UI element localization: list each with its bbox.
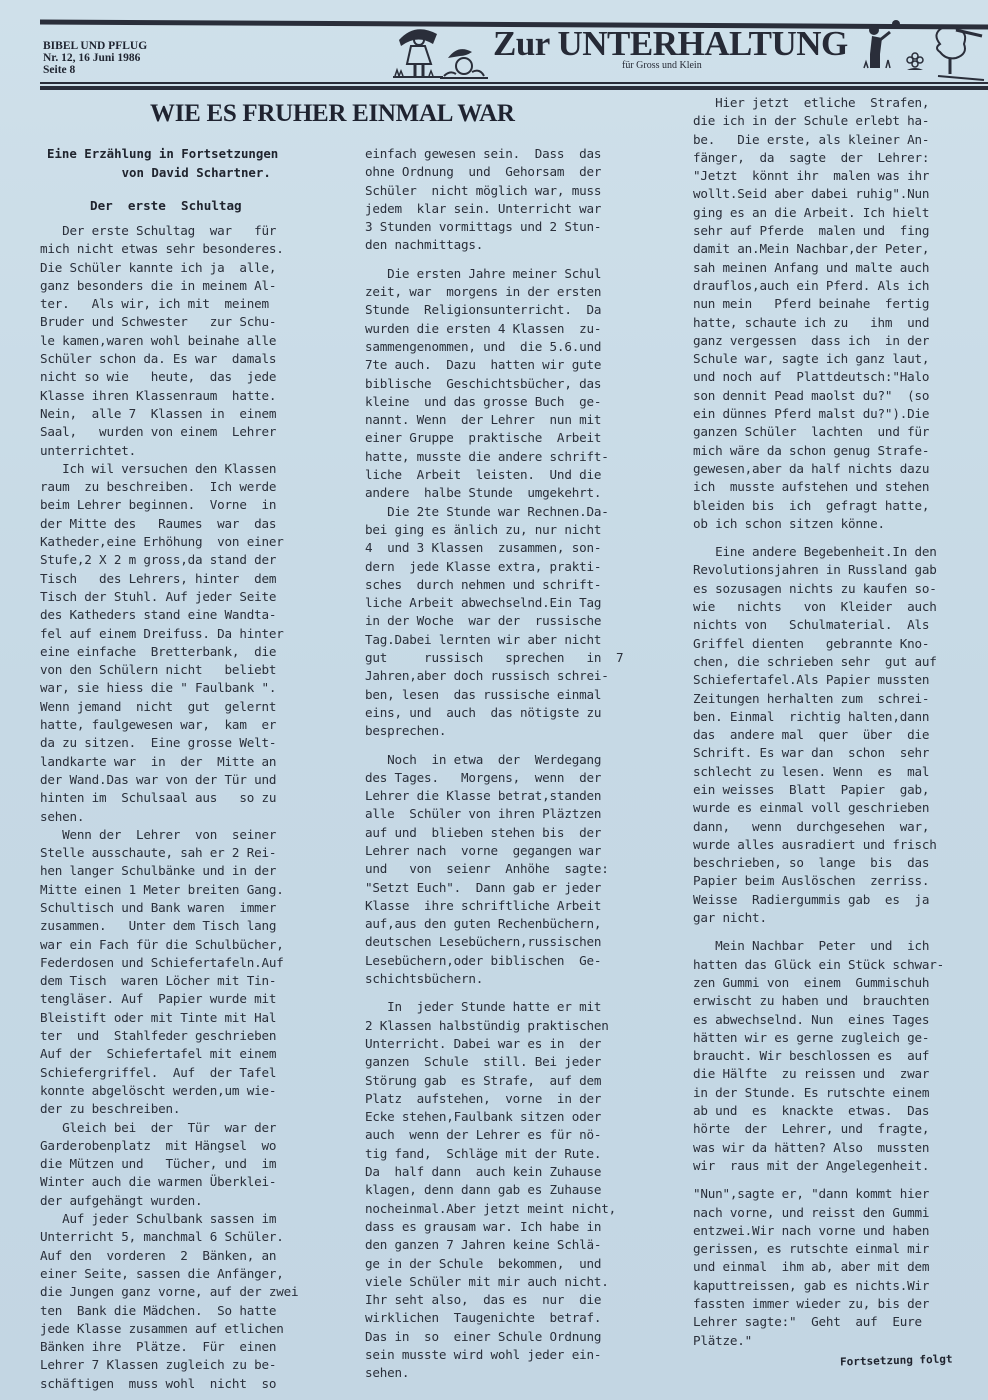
text-line: Platz aufstehen, vorne in der bbox=[365, 1090, 602, 1106]
text-line: Schüler nicht möglich war, muss bbox=[365, 182, 602, 198]
text-line: wirklichen Taugenichte betraf. bbox=[365, 1310, 602, 1326]
text-line: ab und es knackte etwas. Das bbox=[693, 1103, 930, 1119]
paragraph-gap bbox=[365, 255, 623, 265]
text-line: deutschen Lesebüchern,russischen bbox=[365, 934, 602, 950]
text-line: Schiefertafel.Als Papier mussten bbox=[693, 672, 930, 688]
text-line: Lehrer 7 Klassen zugleich zu be- bbox=[40, 1357, 277, 1373]
text-line: sah meinen Anfang und malte auch bbox=[693, 259, 930, 275]
text-line: da zu sitzen. Eine grosse Welt- bbox=[40, 735, 277, 751]
text-line: 7te auch. Dazu hatten wir gute bbox=[365, 357, 602, 373]
text-line: andere halbe Stunde umgekehrt. bbox=[365, 485, 602, 501]
text-line: erwischt zu haben und brauchten bbox=[693, 993, 930, 1009]
text-line: ohne Ordnung und Gehorsam der bbox=[365, 164, 602, 180]
text-line: und noch auf Plattdeutsch:"Halo bbox=[693, 369, 930, 385]
text-line: in der Woche war der russische bbox=[365, 613, 602, 629]
text-line: gar nicht. bbox=[693, 910, 767, 926]
byline-line: von David Schartner. bbox=[47, 165, 271, 180]
text-line: ben, lesen das russische einmal bbox=[365, 686, 602, 702]
text-line: nun mein Pferd beinahe fertig bbox=[693, 296, 930, 312]
text-line: In jeder Stunde hatte er mit bbox=[365, 999, 602, 1015]
text-line: wie nichts von Kleider auch bbox=[693, 599, 937, 615]
page-number: Seite 8 bbox=[43, 64, 76, 76]
text-line: sammengenommen, und die 5.6.und bbox=[365, 338, 602, 354]
text-line: gut russisch sprechen in 7 bbox=[365, 650, 624, 666]
text-line: bleiden bis ich gefragt hatte, bbox=[693, 497, 930, 513]
text-line: die ich in der Schule erlebt ha- bbox=[693, 113, 930, 129]
text-line: Katheder,eine Erhöhung von einer bbox=[40, 534, 284, 550]
flower-icon bbox=[905, 50, 925, 74]
text-line: wurden die ersten 4 Klassen zu- bbox=[365, 320, 602, 336]
text-line: hen langer Schulbänke und in der bbox=[40, 863, 277, 879]
text-line: ich musste aufstehen und stehen bbox=[693, 479, 930, 495]
text-line: Garderobenplatz mit Hängsel wo bbox=[40, 1137, 277, 1153]
text-line: ge in der Schule bekommen, und bbox=[365, 1255, 602, 1271]
text-line: Der erste Schultag war für bbox=[40, 223, 277, 238]
text-line: ob ich schon sitzen könne. bbox=[693, 515, 885, 531]
text-line: Ich wil versuchen den Klassen bbox=[40, 460, 277, 476]
text-line: Stufe,2 X 2 m gross,da stand der bbox=[40, 552, 277, 568]
text-line: es sozusagen nichts zu kaufen so- bbox=[693, 580, 937, 596]
text-line: Wenn der Lehrer von seiner bbox=[40, 826, 277, 842]
text-line: zen Gummi von einem Gummischuh bbox=[693, 974, 930, 990]
text-line: kaputtreissen, gab es nichts.Wir bbox=[693, 1277, 930, 1293]
text-line: son dennit Pead maolst du?" (so bbox=[693, 387, 930, 403]
masthead-title: Zur UNTERHALTUNG bbox=[493, 24, 848, 63]
text-line: jedem klar sein. Unterricht war bbox=[365, 200, 602, 216]
text-line: 4 und 3 Klassen zusammen, son- bbox=[365, 540, 602, 556]
text-line: der aufgehängt wurden. bbox=[40, 1192, 203, 1208]
text-line: damit an.Mein Nachbar,der Peter, bbox=[693, 241, 930, 257]
text-line: Weisse Radiergummis gab es ja bbox=[693, 891, 930, 907]
article-column-2 bbox=[365, 145, 623, 1383]
publication-name: BIBEL UND PFLUG bbox=[43, 40, 148, 52]
text-line: Griffel dienten gebrannte Kno- bbox=[693, 635, 930, 651]
text-line: hätten wir es gerne zugleich ge- bbox=[693, 1029, 930, 1045]
text-line: 2 Klassen halbstündig praktischen bbox=[365, 1017, 609, 1033]
text-line: Bruder und Schwester zur Schu- bbox=[40, 314, 277, 330]
text-line: schichtsbüchern. bbox=[365, 971, 484, 987]
text-line: mich nicht etwas sehr besonderes. bbox=[40, 241, 284, 257]
text-line: kleine und das grosse Buch ge- bbox=[365, 393, 602, 409]
text-line: ter und Stahlfeder geschrieben bbox=[40, 1028, 277, 1044]
text-line: der Mitte des Raumes war das bbox=[40, 515, 277, 531]
text-line: Tisch der Stuhl. Auf jeder Seite bbox=[40, 588, 277, 604]
text-line: hinten im Schulsaal aus so zu bbox=[40, 790, 277, 806]
text-line: Schiefergriffel. Auf der Tafel bbox=[40, 1064, 277, 1080]
text-line: und einmal ihm ab, aber mit dem bbox=[693, 1259, 930, 1275]
text-line: wurde alles ausradiert und frisch bbox=[693, 836, 937, 852]
text-line: ging es an die Arbeit. Ich hielt bbox=[693, 204, 930, 220]
text-line: Stelle ausschaute, sah er 2 Rei- bbox=[40, 845, 277, 861]
text-line: und von seienr Anhöhe sagte: bbox=[365, 861, 609, 877]
text-line: wurde es einmal voll geschrieben bbox=[693, 800, 930, 816]
text-line: Unterricht 5, manchmal 6 Schüler. bbox=[40, 1229, 284, 1245]
text-line: zusammen. Unter dem Tisch lang bbox=[40, 918, 277, 934]
text-line: konnte abgelöscht werden,um wie- bbox=[40, 1082, 277, 1098]
paragraph-gap bbox=[365, 988, 623, 998]
text-line: 3 Stunden vormittags und 2 Stun- bbox=[365, 219, 602, 235]
text-line: hatte, schaute ich zu ihm und bbox=[693, 314, 930, 330]
text-line: den ganzen 7 Jahren keine Schlä- bbox=[365, 1237, 602, 1253]
text-line: nocheinmal.Aber jetzt meint nicht, bbox=[365, 1200, 616, 1216]
article-column-1 bbox=[40, 222, 298, 1393]
text-line: von den Schülern nicht beliebt bbox=[40, 662, 277, 678]
text-line: eins, und auch das nötigste zu bbox=[365, 704, 602, 720]
text-line: Plätze." bbox=[693, 1332, 753, 1348]
text-line: dern jede Klasse extra, prakti- bbox=[365, 558, 602, 574]
text-line: Papier beim Auslöschen zerriss. bbox=[693, 873, 930, 889]
text-line: Die ersten Jahre meiner Schul bbox=[365, 265, 602, 281]
text-line: mich wäre da schon genug Strafe- bbox=[693, 442, 930, 458]
text-line: hatten das Glück ein Stück schwar- bbox=[693, 956, 944, 972]
text-line: in der Stunde. Es rutschte einem bbox=[693, 1084, 930, 1100]
text-line: ganz besonders die in meinem Al- bbox=[40, 277, 277, 293]
text-line: be. Die erste, als kleiner An- bbox=[693, 131, 930, 147]
text-line: hörte der Lehrer, und fragte, bbox=[693, 1121, 930, 1137]
text-line: fassten immer wieder zu, bis der bbox=[693, 1296, 930, 1311]
text-line: Tag.Dabei lernten wir aber nicht bbox=[365, 631, 602, 647]
text-line: biblische Geschichtsbücher, das bbox=[365, 375, 602, 391]
text-line: "Jetzt könnt ihr malen was ihr bbox=[693, 168, 930, 184]
text-line: Klasse ihren Klassenraum hatte. bbox=[40, 387, 277, 403]
text-line: unterrichtet. bbox=[40, 442, 136, 458]
text-line: der zu beschreiben. bbox=[40, 1101, 181, 1117]
text-line: liche Arbeit leisten. Und die bbox=[365, 467, 602, 483]
text-line: ganzen Schüler lachten und für bbox=[693, 424, 930, 440]
text-line: war, sie hiess die " Faulbank ". bbox=[40, 680, 277, 696]
text-line: drauflos,auch ein Pferd. Als ich bbox=[693, 277, 930, 293]
text-line: nichts von Schulmaterial. Als bbox=[693, 617, 930, 633]
text-line: Federdosen und Schiefertafeln.Auf bbox=[40, 954, 284, 970]
article-headline: WIE ES FRUHER EINMAL WAR bbox=[150, 100, 515, 127]
text-line: Lehrer die Klasse betrat,standen bbox=[365, 788, 602, 804]
text-line: Da half dann auch kein Zuhause bbox=[365, 1164, 602, 1180]
masthead-subtitle: für Gross und Klein bbox=[622, 60, 702, 71]
text-line: Winter auch die warmen Überklei- bbox=[40, 1174, 277, 1190]
text-line: bei ging es änlich zu, nur nicht bbox=[365, 521, 602, 537]
text-line: Schultisch und Bank waren immer bbox=[40, 899, 277, 915]
byline-line: Eine Erzählung in Fortsetzungen bbox=[47, 146, 279, 161]
text-line: nannt. Wenn der Lehrer nun mit bbox=[365, 412, 602, 428]
paragraph-gap bbox=[365, 741, 623, 751]
text-line: einer Seite, sassen die Anfänger, bbox=[40, 1265, 284, 1281]
text-line: Tisch des Lehrers, hinter dem bbox=[40, 570, 277, 586]
boy-throwing-ball-icon bbox=[862, 18, 906, 74]
text-line: beim Lehrer beginnen. Vorne in bbox=[40, 497, 277, 513]
text-line: Jahren,aber doch russisch schrei- bbox=[365, 668, 609, 684]
text-line: Schule war, sagte ich ganz laut, bbox=[693, 351, 930, 367]
text-line: ben. Einmal richtig halten,dann bbox=[693, 708, 930, 724]
text-line: jede Klasse zusammen auf etlichen bbox=[40, 1320, 284, 1336]
text-line: Zeitungen herhalten zum schrei- bbox=[693, 690, 930, 706]
text-line: Nein, alle 7 Klassen in einem bbox=[40, 405, 277, 421]
text-line: ten Bank die Mädchen. So hatte bbox=[40, 1302, 277, 1318]
text-line: fel auf einem Dreifuss. Da hinter bbox=[40, 625, 284, 641]
text-line: auch wenn der Lehrer es für nö- bbox=[365, 1127, 602, 1143]
text-line: landkarte war in der Mitte an bbox=[40, 753, 277, 769]
text-line: Störung gab es Strafe, auf dem bbox=[365, 1072, 602, 1088]
text-line: Unterricht. Dabei war es in der bbox=[365, 1035, 602, 1051]
child-crawling-icon bbox=[440, 44, 492, 84]
text-line: dann, wenn durchgesehen war, bbox=[693, 818, 930, 834]
text-line: hatte, faulgewesen war, kam er bbox=[40, 717, 277, 733]
text-line: sehen. bbox=[365, 1365, 410, 1381]
text-line: Saal, wurden von einem Lehrer bbox=[40, 424, 277, 440]
text-line: tengläser. Auf Papier wurde mit bbox=[40, 991, 277, 1007]
text-line: Lehrer nach vorne gegangen war bbox=[365, 842, 602, 858]
text-line: ein weisses Blatt Papier gab, bbox=[693, 781, 930, 797]
tree-icon bbox=[928, 24, 986, 82]
text-line: fänger, da sagte der Lehrer: bbox=[693, 149, 930, 165]
text-line: Bleistift oder mit Tinte mit Hal bbox=[40, 1009, 277, 1025]
masthead-bottom-rule-thick bbox=[40, 86, 988, 90]
article-subhead: Der erste Schultag bbox=[90, 198, 242, 213]
text-line: Auf der Schiefertafel mit einem bbox=[40, 1046, 277, 1062]
text-line: "Setzt Euch". Dann gab er jeder bbox=[365, 879, 602, 895]
text-line: Noch in etwa der Werdegang bbox=[365, 751, 602, 767]
text-line: dem Tisch waren Löcher mit Tin- bbox=[40, 973, 277, 989]
text-line: die Jungen ganz vorne, auf der zwei bbox=[40, 1284, 299, 1300]
text-line: Die Schüler kannte ich ja alle, bbox=[40, 259, 277, 275]
article-column-3 bbox=[693, 94, 944, 1350]
text-line: wir raus mit der Angelegenheit. bbox=[693, 1157, 930, 1173]
text-line: Hier jetzt etliche Strafen, bbox=[693, 95, 930, 110]
text-line: einfach gewesen sein. Dass das bbox=[365, 146, 602, 161]
text-line: des Katheders stand eine Wandta- bbox=[40, 607, 277, 623]
text-line: Bänken ihre Plätze. Für einen bbox=[40, 1339, 277, 1355]
paragraph-gap bbox=[693, 927, 944, 937]
text-line: das andere mal quer über die bbox=[693, 727, 930, 743]
text-line: dass es grausam war. Ich habe in bbox=[365, 1218, 602, 1234]
text-line: sein musste wird wohl jeder ein- bbox=[365, 1347, 602, 1362]
text-line: eine einfache Bretterbank, die bbox=[40, 643, 277, 659]
text-line: Schüler schon da. Es war damals bbox=[40, 351, 277, 367]
text-line: "Nun",sagte er, "dann kommt hier bbox=[693, 1186, 930, 1202]
text-line: besprechen. bbox=[365, 723, 447, 739]
text-line: einer Gruppe praktische Arbeit bbox=[365, 430, 602, 446]
text-line: Lesebüchern,oder biblischen Ge- bbox=[365, 952, 602, 968]
text-line: die Mützen und Tücher, und im bbox=[40, 1156, 277, 1172]
text-line: war ein Fach für die Schulbücher, bbox=[40, 936, 284, 952]
text-line: Mitte einen 1 Meter breiten Gang. bbox=[40, 881, 284, 897]
text-line: Lehrer sagte:" Geht auf Eure bbox=[693, 1314, 922, 1330]
text-line: ein dünnes Pferd malst du?").Die bbox=[693, 406, 930, 422]
text-line: sches durch nehmen und schrift- bbox=[365, 576, 602, 592]
text-line: Ecke stehen,Faulbank sitzen oder bbox=[365, 1109, 602, 1125]
text-line: alle Schüler von ihren Pläztzen bbox=[365, 806, 602, 822]
text-line: braucht. Wir beschlossen es auf bbox=[693, 1048, 930, 1064]
text-line: Mein Nachbar Peter und ich bbox=[693, 938, 930, 954]
text-line: gewesen,aber da half nichts dazu bbox=[693, 460, 930, 476]
text-line: Auf den vorderen 2 Bänken, an bbox=[40, 1247, 277, 1263]
article-byline bbox=[47, 144, 278, 182]
text-line: Eine andere Begebenheit.In den bbox=[693, 544, 937, 560]
text-line: die Hälfte zu reissen und zwar bbox=[693, 1066, 930, 1082]
text-line: Die 2te Stunde war Rechnen.Da- bbox=[365, 503, 609, 519]
text-line: ganz vergessen dass ich in der bbox=[693, 332, 930, 348]
text-line: sehen. bbox=[40, 808, 85, 824]
text-line: raum zu beschreiben. Ich werde bbox=[40, 479, 277, 495]
text-line: ganzen Schule still. Bei jeder bbox=[365, 1054, 602, 1070]
text-line: gerissen, es rutschte einmal mir bbox=[693, 1241, 930, 1257]
text-line: Gleich bei der Tür war der bbox=[40, 1119, 277, 1135]
text-line: auf und blieben stehen bis der bbox=[365, 824, 602, 840]
text-line: Stunde Religionsunterricht. Da bbox=[365, 302, 602, 318]
text-line: klagen, denn dann gab es Zuhause bbox=[365, 1182, 602, 1198]
text-line: ter. Als wir, ich mit meinem bbox=[40, 296, 269, 312]
text-line: auf,aus den guten Rechenbüchern, bbox=[365, 916, 602, 932]
text-line: des Tages. Morgens, wenn der bbox=[365, 769, 602, 785]
text-line: den nachmittags. bbox=[365, 237, 484, 253]
text-line: sehr auf Pferde malen und fing bbox=[693, 223, 930, 239]
text-line: liche Arbeit abwechselnd.Ein Tag bbox=[365, 595, 602, 611]
text-line: Das in so einer Schule Ordnung bbox=[365, 1328, 602, 1344]
text-line: Wenn jemand nicht gut gelernt bbox=[40, 698, 277, 714]
text-line: es abwechselnd. Nun eines Tages bbox=[693, 1011, 930, 1027]
paragraph-gap bbox=[693, 533, 944, 543]
text-line: Revolutionsjahren in Russland gab bbox=[693, 562, 937, 578]
text-line: was wir da hätten? Also mussten bbox=[693, 1139, 930, 1155]
text-line: Schrift. Es war dan schon sehr bbox=[693, 745, 930, 761]
text-line: entzwei.Wir nach vorne und haben bbox=[693, 1222, 930, 1238]
publication-info bbox=[43, 40, 147, 76]
text-line: tig fand, Schläge mit der Rute. bbox=[365, 1145, 602, 1161]
text-line: schlecht zu lesen. Wenn es mal bbox=[693, 763, 930, 779]
paragraph-gap bbox=[693, 1175, 944, 1185]
issue-date: Nr. 12, 16 Juni 1986 bbox=[43, 52, 141, 64]
text-line: viele Schüler mit mir auch nicht. bbox=[365, 1273, 609, 1289]
text-line: hatte, musste die andere schrift- bbox=[365, 448, 609, 464]
text-line: beschrieben, so lange bis das bbox=[693, 855, 930, 871]
masthead-bottom-rule bbox=[40, 82, 988, 84]
text-line: nicht so wie heute, das jede bbox=[40, 369, 277, 385]
text-line: Klasse ihre schriftliche Arbeit bbox=[365, 897, 602, 913]
text-line: Auf jeder Schulbank sassen im bbox=[40, 1211, 277, 1227]
text-line: wollt.Seid aber dabei ruhig".Nun bbox=[693, 186, 930, 202]
text-line: Ihr seht also, das es nur die bbox=[365, 1292, 602, 1308]
text-line: zeit, war morgens in der ersten bbox=[365, 284, 602, 300]
continued-notice: Fortsetzung folgt bbox=[839, 1352, 953, 1369]
text-line: le kamen,waren wohl beinahe alle bbox=[40, 332, 277, 348]
text-line: chen, die schrieben sehr gut auf bbox=[693, 653, 937, 669]
text-line: nach vorne, und reisst den Gummi bbox=[693, 1204, 930, 1220]
text-line: der Wand.Das war von der Tür und bbox=[40, 771, 277, 787]
text-line: schäftigen muss wohl nicht so bbox=[40, 1375, 277, 1391]
